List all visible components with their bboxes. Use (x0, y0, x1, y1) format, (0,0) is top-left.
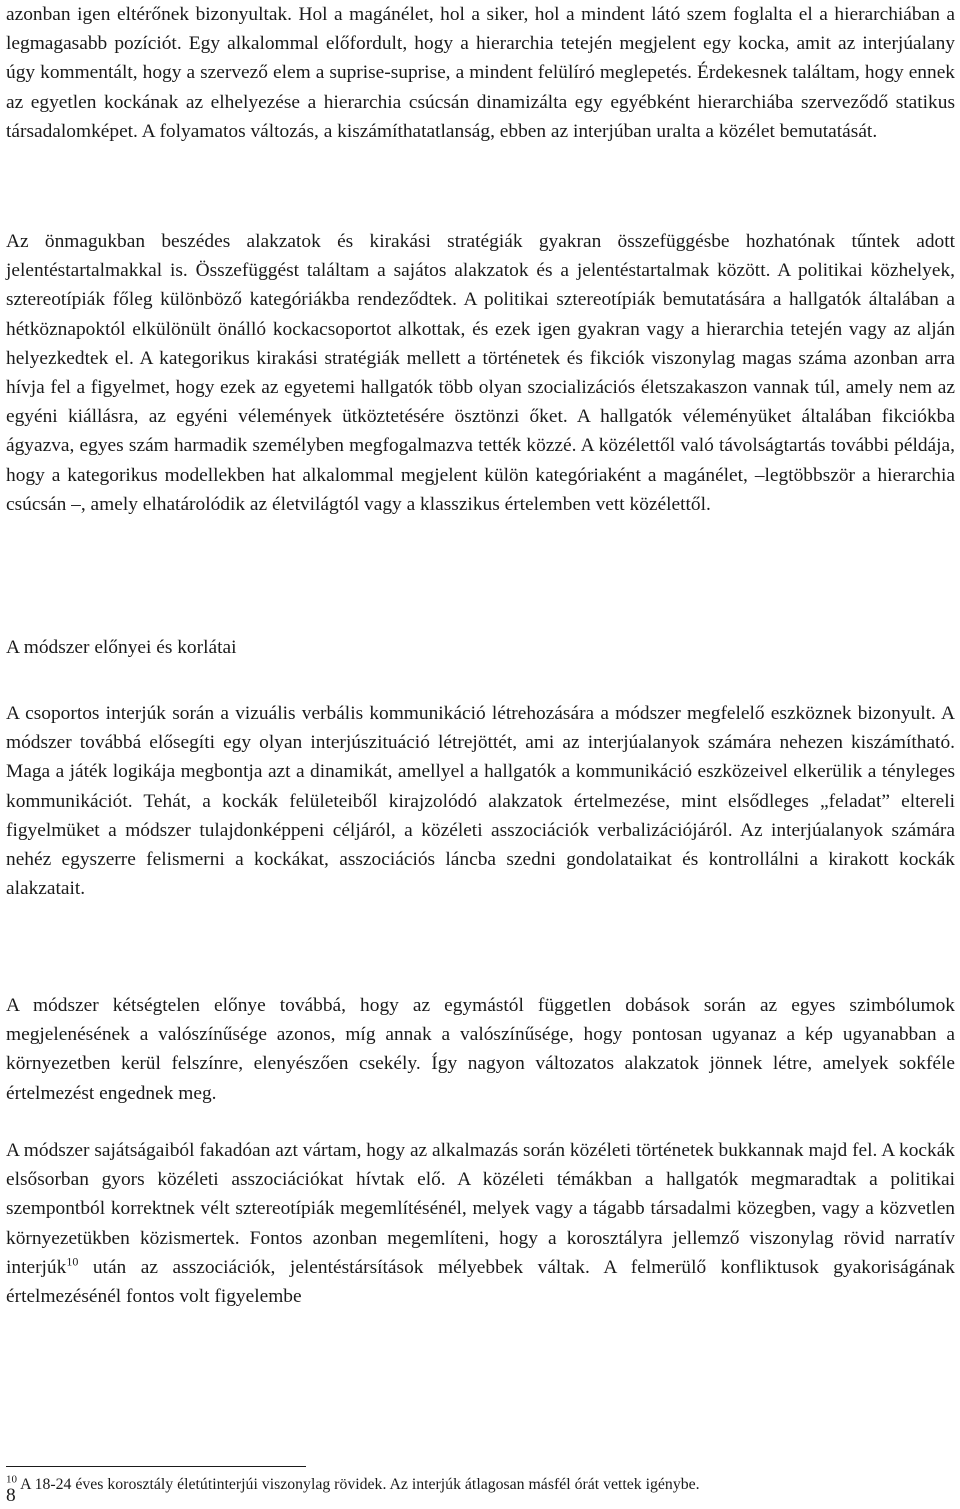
paragraph-probability: A módszer kétségtelen előnye továbbá, hogy az egymástól független dobások során az egyes szimbólumok megjelenésének a valószínűsége azonos, míg annak a valószínűsége, hogy pontosan ugyanaz a kép ugyanabban a környezetben kerül felszínre, elenyészően csekély. Így nagyon változatos alakzatok jönnek létre, amelyek sokféle értelmezést engednek meg. (6, 995, 955, 1104)
section-heading: A módszer előnyei és korlátai (6, 637, 237, 658)
paragraph-expectations-text-start: A módszer sajátságaiból fakadóan azt vártam, hogy az alkalmazás során közéleti történetek bukkannak majd fel. A kockák elsősorban gyors közéleti asszociációkat hívtak elő. A közéleti témákban a hallgatók megmaradtak a politikai szempontból korrektnek vélt sztereotípiák megemlítésénél, melyek vagy a tágabb társadalmi közegben, vagy a közvetlen környezetükben közismertek. Fontos azonban megemlíteni, hogy a korosztályra jellemző viszonylag rövid narratív interjúk (6, 1140, 955, 1278)
footnote-10 (6, 1474, 955, 1496)
footnote-reference-10[interactable]: 10 (66, 1254, 79, 1269)
paragraph-expectations (6, 1136, 955, 1311)
footnote-separator (6, 1466, 306, 1467)
paragraph-hierarchy-observation: azonban igen eltérőnek bizonyultak. Hol a magánélet, hol a siker, hol a mindent látó szem foglalta el a hierarchiában a legmagasabb pozíciót. Egy alkalommal előfordult, hogy a hierarchia tetején megjelent egy kocka, amit az interjúalany úgy kommentált, hogy a szervező elem a suprise-suprise, a mindent felülíró meglepetés. Érdekesnek találtam, hogy ennek az egyetlen kockának az elhelyezése a hierarchia csúcsán dinamizálta egy egyébként hierarchiába szerveződő statikus társadalomképet. A folyamatos változás, a kiszámíthatatlanság, ebben az interjúban uralta a közélet bemutatását. (6, 4, 955, 142)
paragraph-method-advantages: A csoportos interjúk során a vizuális verbális kommunikáció létrehozására a módszer megfelelő eszköznek bizonyult. A módszer továbbá elősegíti egy olyan interjúszituáció létrejöttét, ami az interjúalanyok számára nehezen kiszámítható. Maga a játék logikája megbontja azt a dinamikát, amellyel a hallgatók a kommunikáció eszközeivel elkerülik a tényleges kommunikációt. Tehát, a kockák felületeiből kirajzolódó alakzatok értelmezése, mint elsődleges „feladat” eltereli figyelmüket a módszer tulajdonképpeni céljáról, a közéleti asszociációk verbalizációjáról. Az interjúalanyok számára nehéz egyszerre felismerni a kockákat, asszociációs láncba szedni gondolataikat és kontrollálni a kirakott kockák alakzatait. (6, 703, 955, 900)
footnote-marker: 10 (6, 1473, 17, 1486)
paragraph-shapes-and-meanings: Az önmagukban beszédes alakzatok és kirakási stratégiák gyakran összefüggésbe hozhatónak tűntek adott jelentéstartalmakkal is. Összefüggést találtam a sajátos alakzatok és a jelentéstartalmak között. A politikai közhelyek, sztereotípiák főleg különböző kategóriákba rendeződtek. A politikai sztereotípiák bemutatására a hallgatók általában a hétköznapoktól elkülönült önálló kockacsoportot alkottak, és ezek igen gyakran vagy a hierarchia tetején vagy az alján helyezkedtek el. A kategorikus kirakási stratégiák mellett a történetek és fikciók viszonylag magas száma azonban arra hívja fel a figyelmet, hogy ezek az egyetemi hallgatók több olyan szocializációs életszakaszon vannak túl, amely nem az egyéni kiállásra, az egyéni vélemények ütköztetésére ösztönzi őket. A hallgatók véleményüket általában fikciókba ágyazva, egyes szám harmadik személyben megfogalmazva tették közzé. A közélettől való távolságtartás további példája, hogy a kategorikus modellekben hat alkalommal megjelent külön kategóriaként a magánélet, –legtöbbször a hierarchia csúcsán –, amely elhatárolódik az életvilágtól vagy a klasszikus értelemben vett közélettől. (6, 231, 955, 515)
paragraph-expectations-text-end: után az asszociációk, jelentéstársítások mélyebbek váltak. A felmerülő konfliktusok gyakoriságának értelmezésénél fontos volt figyelembe (6, 1256, 955, 1308)
footnote-text: A 18-24 éves korosztály életútinterjúi viszonylag rövidek. Az interjúk átlagosan másfél órát vettek igénybe. (17, 1476, 700, 1493)
page-number: 8 (6, 1485, 16, 1506)
